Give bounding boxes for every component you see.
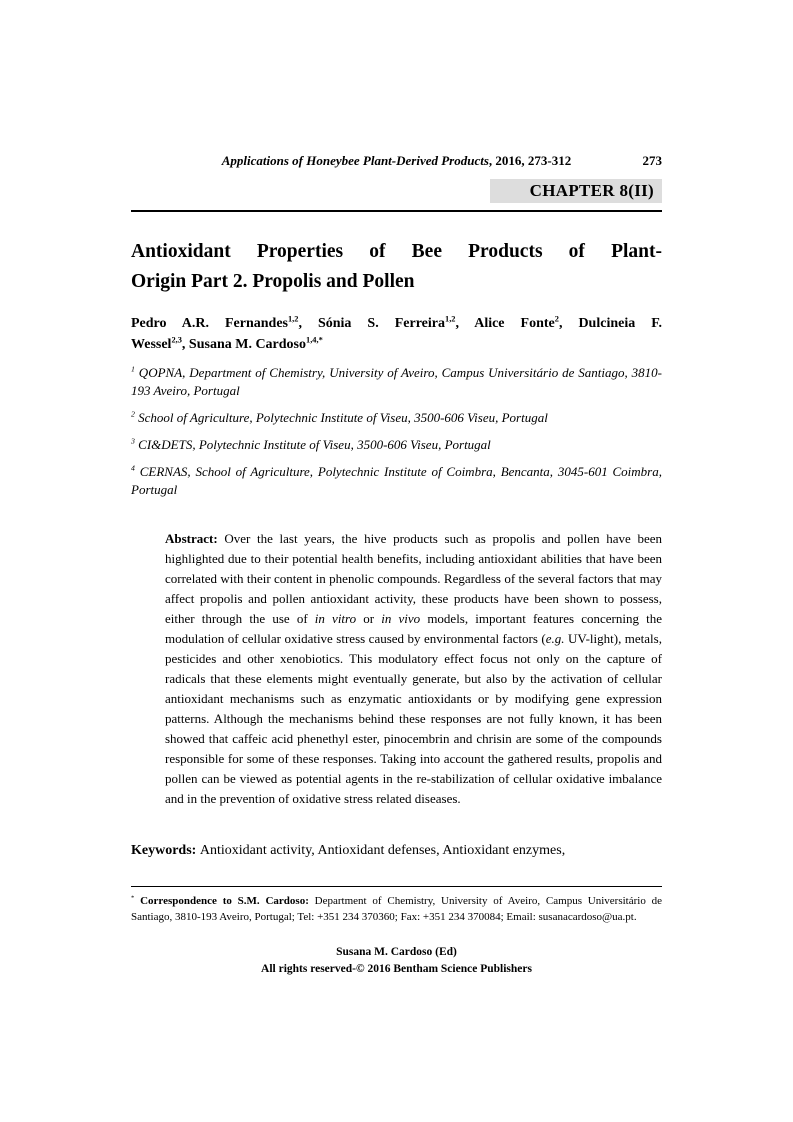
page-footer — [131, 944, 662, 978]
article-title-line1: Antioxidant Properties of Bee Products of Plant- — [131, 241, 662, 262]
abstract: Abstract: Over the last years, the hive products such as propolis and pollen have been highlighted due to their potential health benefits, including antioxidant abilities that have been correlated with their content in phenolic compounds. Regardless of the several factors that may affect propolis and pollen antioxidant activity, these products have been shown to possess, either through the use of in vitro or in vivo models, important features concerning the modulation of cellular oxidative stress caused by environmental factors (e.g. UV-light), metals, pesticides and other xenobiotics. This modulatory effect focus not only on the capture of radicals that these elements might eventually generate, but also by the activation of cellular antioxidant mechanisms such as enzymatic antioxidants or by modifying gene expression patterns. Although the mechanisms behind these responses are not fully known, it has been showed that caffeic acid phenethyl ester, pinocembrin and chrisin are some of the compounds responsible for some of these responses. Taking into account the gathered results, propolis and pollen can be viewed as potential agents in the re-stabilization of cellular oxidative imbalance and in the prevention of oxidative stress related diseases. — [165, 531, 663, 806]
author-line2: Wessel$^{2,3}$, Susana M. Cardoso$^{1,4,*}$ — [131, 335, 323, 352]
footer-editor: Susana M. Cardoso (Ed) — [336, 946, 457, 958]
footnote-rule — [131, 886, 662, 887]
affiliation-2: $^2$ School of Agriculture, Polytechnic Institute of Viseu, 3500-606 Viseu, Portugal — [131, 409, 548, 425]
author-list — [131, 313, 662, 355]
article-title-line2: Origin Part 2. Propolis and Pollen — [131, 271, 415, 292]
keywords: Keywords: Antioxidant activity, Antioxidant defenses, Antioxidant enzymes, — [131, 843, 566, 858]
page-number: 273 — [642, 153, 662, 168]
chapter-row — [131, 179, 662, 203]
chapter-label: CHAPTER 8(II) — [490, 179, 662, 203]
correspondence-note: * Correspondence to S.M. Cardoso: Department of Chemistry, University of Aveiro, Campus Universitário de Santiago, 3810-193 Aveiro, Portugal; Tel: +351 234 370360; Fax: +351 234 370084; Email: susanacardoso@ua.pt. — [131, 894, 663, 923]
running-head: Applications of Honeybee Plant-Derived Products, 2016, 273-312 — [221, 153, 572, 168]
page-header — [131, 153, 662, 169]
header-rule — [131, 210, 662, 212]
affiliation-3: $^3$ CI&DETS, Polytechnic Institute of Viseu, 3500-606 Viseu, Portugal — [131, 436, 491, 452]
affiliations — [131, 364, 662, 499]
affiliation-4: $^4$ CERNAS, School of Agriculture, Polytechnic Institute of Coimbra, Bencanta, 3045-601 Coimbra, Portugal — [131, 463, 662, 497]
footer-copyright: All rights reserved-© 2016 Bentham Science Publishers — [261, 963, 532, 975]
author-line1: Pedro A.R. Fernandes$^{1,2}$, Sónia S. Ferreira$^{1,2}$, Alice Fonte$^2$, Dulcineia F. — [131, 314, 663, 331]
article-title — [131, 237, 662, 297]
affiliation-1: $^1$ QOPNA, Department of Chemistry, University of Aveiro, Campus Universitário de Santiago, 3810-193 Aveiro, Portugal — [131, 364, 662, 398]
